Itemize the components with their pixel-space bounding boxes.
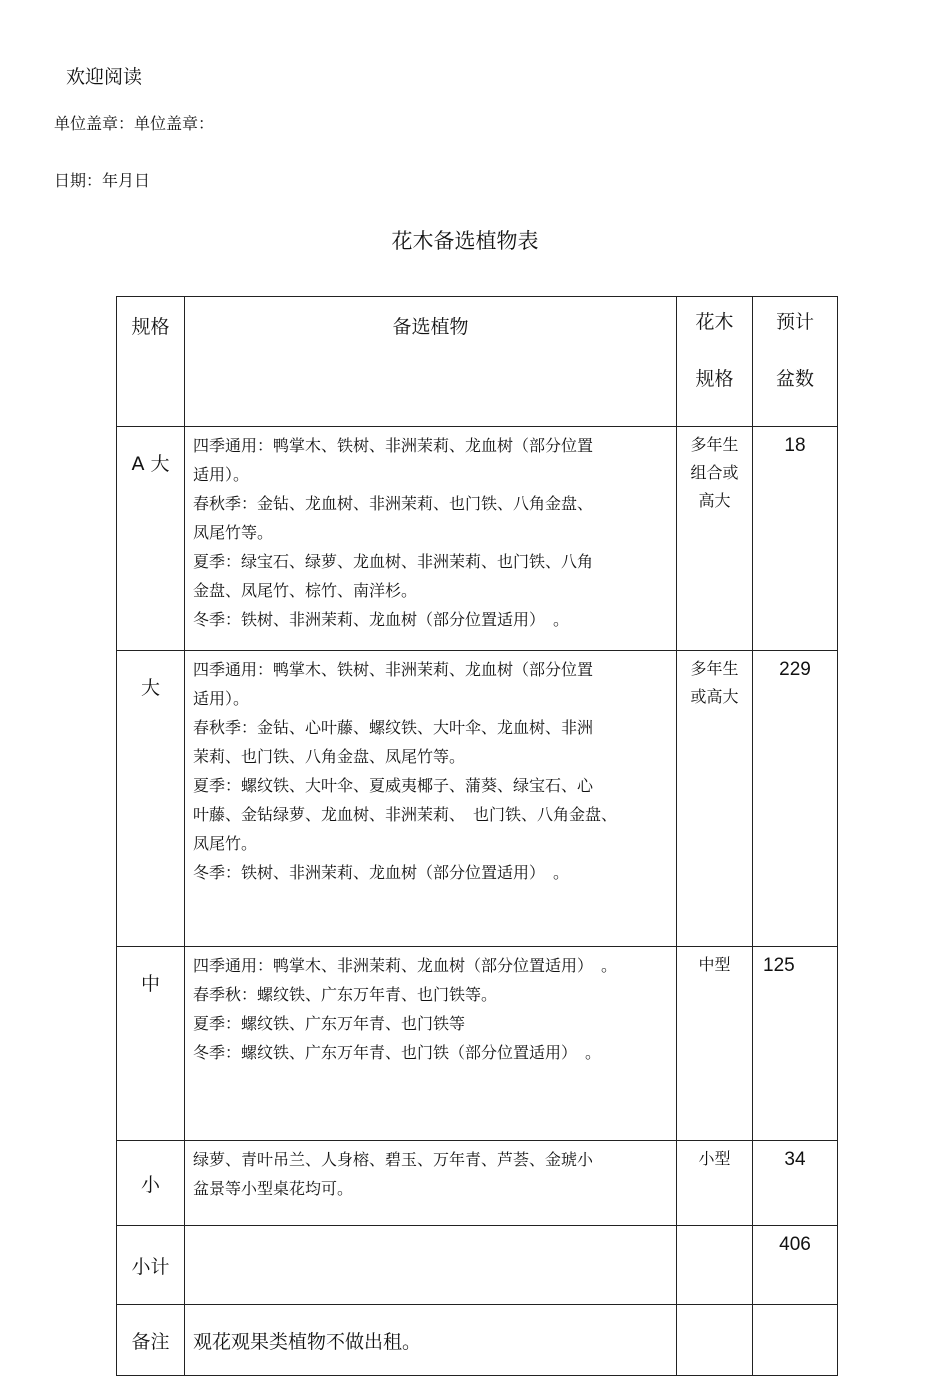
row-count: 125 [753,947,838,1141]
row-spec: 中 [117,947,185,1141]
plant-line: 春秋季：金钻、心叶藤、螺纹铁、大叶伞、龙血树、非洲 [193,718,594,737]
row-count: 34 [753,1141,838,1226]
size-line: 中型 [698,955,731,974]
row-count: 18 [753,427,838,651]
plant-line: 夏季：螺纹铁、广东万年青、也门铁等 [193,1014,466,1033]
plant-line: 四季通用：鸭掌木、非洲茉莉、龙血树（部分位置适用） 。 [193,956,618,975]
size-line: 组合或 [690,463,739,482]
plant-line: 凤尾竹等。 [193,523,274,542]
header-plants: 备选植物 [185,297,677,427]
header-count [753,297,838,427]
subtotal-count: 406 [753,1226,838,1305]
note-row [117,1305,838,1376]
row-size [677,651,753,947]
welcome-text: 欢迎阅读 [66,66,143,88]
row-size [677,427,753,651]
plant-line: 冬季：铁树、非洲茉莉、龙血树（部分位置适用） 。 [193,863,570,882]
note-label: 备注 [117,1305,185,1376]
plant-line: 四季通用：鸭掌木、铁树、非洲茉莉、龙血树（部分位置 [193,660,594,679]
plant-line: 金盘、凤尾竹、棕竹、南洋杉。 [193,581,418,600]
plant-line: 春秋季：金钻、龙血树、非洲茉莉、也门铁、八角金盘、 [193,494,594,513]
row-size [677,947,753,1141]
row-plants [185,427,677,651]
header-size-top: 花木 [695,311,734,333]
table-row [117,427,838,651]
plant-line: 夏季：螺纹铁、大叶伞、夏威夷椰子、蒲葵、绿宝石、心 [193,776,594,795]
table-header-row [117,297,838,427]
row-count: 229 [753,651,838,947]
header-spec: 规格 [117,297,185,427]
row-spec: 大 [117,651,185,947]
plant-line: 适用）。 [193,689,250,708]
subtotal-size-cell [677,1226,753,1305]
plant-table [116,296,838,1376]
plant-line: 冬季：铁树、非洲茉莉、龙血树（部分位置适用） 。 [193,610,570,629]
subtotal-label: 小计 [117,1226,185,1305]
subtotal-row [117,1226,838,1305]
row-plants [185,651,677,947]
header-size [677,297,753,427]
size-line: 或高大 [690,687,739,706]
table-row [117,947,838,1141]
plant-line: 适用）。 [193,465,250,484]
header-size-bottom: 规格 [695,368,734,390]
plant-line: 叶藤、金钻绿萝、龙血树、非洲茉莉、 也门铁、八角金盘、 [193,805,618,824]
size-line: 多年生 [690,659,739,678]
plant-line: 凤尾竹。 [193,834,258,853]
plant-line: 茉莉、也门铁、八角金盘、凤尾竹等。 [193,747,466,766]
size-line: 高大 [698,491,731,510]
table-row [117,651,838,947]
plant-line: 冬季：螺纹铁、广东万年青、也门铁（部分位置适用） 。 [193,1043,602,1062]
row-size [677,1141,753,1226]
row-plants [185,947,677,1141]
header-count-top: 预计 [775,311,814,333]
size-line: 多年生 [690,435,739,454]
row-spec: 小 [117,1141,185,1226]
row-plants [185,1141,677,1226]
plant-line: 绿萝、青叶吊兰、人身榕、碧玉、万年青、芦荟、金琥小 [193,1150,594,1169]
row-spec: A 大 [117,427,185,651]
size-line: 小型 [698,1149,731,1168]
table-row [117,1141,838,1226]
plant-line: 夏季：绿宝石、绿萝、龙血树、非洲茉莉、也门铁、八角 [193,552,594,571]
note-text: 观花观果类植物不做出租。 [185,1305,677,1376]
note-size-cell [677,1305,753,1376]
header-count-bottom: 盆数 [775,368,814,390]
page-title: 花木备选植物表 [391,229,539,253]
plant-line: 四季通用：鸭掌木、铁树、非洲茉莉、龙血树（部分位置 [193,436,594,455]
plant-line: 盆景等小型桌花均可。 [193,1179,354,1198]
subtotal-plants-cell [185,1226,677,1305]
note-count-cell [753,1305,838,1376]
stamp-line: 单位盖章：单位盖章： [54,114,215,133]
plant-line: 春季秋：螺纹铁、广东万年青、也门铁等。 [193,985,498,1004]
date-line: 日期：年月日 [54,171,151,190]
